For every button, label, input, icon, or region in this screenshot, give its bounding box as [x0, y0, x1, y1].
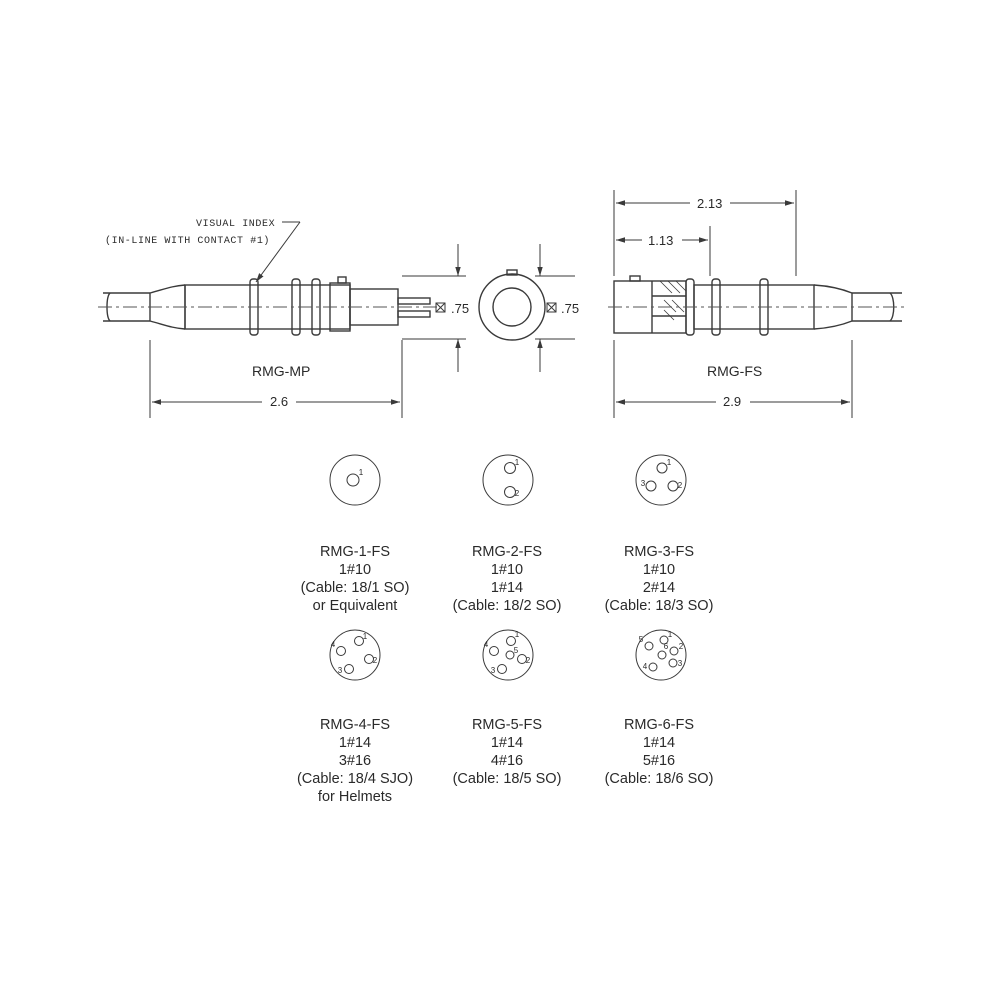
contact-number: 6	[663, 642, 669, 651]
spec-model: RMG-1-FS	[319, 544, 391, 560]
spec-model: RMG-2-FS	[471, 544, 543, 560]
spec-rmg-3	[574, 543, 744, 615]
contact-hole	[658, 651, 666, 659]
male-pin-diameter-value: .75	[451, 301, 470, 316]
contact-hole	[347, 474, 359, 486]
spec-model: RMG-4-FS	[319, 717, 391, 733]
contact-number: 3	[337, 666, 343, 675]
contact-hole	[345, 665, 354, 674]
spec-line: 5#16	[642, 753, 676, 769]
spec-rmg-5	[422, 716, 592, 788]
female-socket-label: RMG-FS	[707, 363, 763, 379]
contact-number: 2	[678, 642, 684, 651]
contact-number: 2	[677, 481, 683, 490]
contact-hole	[490, 647, 499, 656]
contact-number: 2	[514, 489, 520, 498]
contact-number: 5	[513, 646, 519, 655]
spec-line: 1#10	[338, 562, 372, 578]
spec-line: 1#14	[642, 735, 676, 751]
callout-line-2: (IN-LINE WITH CONTACT #1)	[105, 236, 271, 247]
spec-rmg-6	[574, 716, 744, 788]
callout-leader	[256, 222, 300, 282]
spec-line: 1#14	[338, 735, 372, 751]
spec-model: RMG-6-FS	[623, 717, 695, 733]
spec-line: 2#14	[642, 580, 676, 596]
male-length-value: 2.6	[270, 394, 289, 409]
contact-hole	[668, 481, 678, 491]
callout-line-1: VISUAL INDEX	[196, 219, 276, 230]
contact-number: 3	[677, 659, 683, 668]
spec-line: (Cable: 18/3 SO)	[604, 598, 714, 614]
connector-face-view	[479, 270, 545, 340]
spec-line: 1#10	[642, 562, 676, 578]
face-box-symbol	[547, 303, 556, 312]
spec-line: 1#14	[490, 580, 524, 596]
spec-line: or Equivalent	[312, 598, 398, 614]
spec-model: RMG-5-FS	[471, 717, 543, 733]
male-pin-box-symbol	[436, 303, 445, 312]
contact-number: 4	[642, 662, 648, 671]
spec-line: 4#16	[490, 753, 524, 769]
spec-line: (Cable: 18/5 SO)	[452, 771, 562, 787]
spec-line: (Cable: 18/2 SO)	[452, 598, 562, 614]
contact-number: 4	[483, 640, 489, 649]
female-length-value: 2.9	[723, 394, 742, 409]
contact-number: 3	[640, 479, 646, 488]
contact-number: 5	[638, 635, 644, 644]
spec-line: 3#16	[338, 753, 372, 769]
spec-line: for Helmets	[317, 789, 393, 805]
contact-hole	[669, 659, 677, 667]
contact-number: 1	[358, 468, 364, 477]
pin-layout-face	[330, 455, 380, 505]
contact-number: 1	[666, 458, 672, 467]
spec-line: (Cable: 18/4 SJO)	[296, 771, 414, 787]
spec-model: RMG-3-FS	[623, 544, 695, 560]
spec-line: (Cable: 18/1 SO)	[300, 580, 410, 596]
female-socket-side-view	[608, 276, 905, 335]
contact-number: 2	[525, 656, 531, 665]
contact-number: 1	[514, 458, 520, 467]
contact-hole	[646, 481, 656, 491]
contact-number: 4	[330, 640, 336, 649]
male-plug-label: RMG-MP	[252, 363, 311, 379]
contact-number: 2	[372, 656, 378, 665]
male-plug-side-view	[98, 277, 440, 335]
contact-hole	[498, 665, 507, 674]
contact-number: 1	[514, 630, 520, 639]
spec-line: 1#14	[490, 735, 524, 751]
spec-rmg-2	[422, 543, 592, 615]
spec-rmg-4	[270, 716, 440, 806]
contact-number: 1	[362, 632, 368, 641]
spec-rmg-1	[270, 543, 440, 615]
contact-hole	[657, 463, 667, 473]
female-inner-value: 1.13	[648, 233, 674, 248]
contact-hole	[337, 647, 346, 656]
contact-hole	[645, 642, 653, 650]
contact-number: 3	[490, 666, 496, 675]
contact-hole	[670, 647, 678, 655]
spec-line: (Cable: 18/6 SO)	[604, 771, 714, 787]
spec-line: 1#10	[490, 562, 524, 578]
contact-hole	[649, 663, 657, 671]
female-overall-value: 2.13	[697, 196, 723, 211]
contact-number: 1	[667, 630, 673, 639]
face-diameter-value: .75	[561, 301, 580, 316]
